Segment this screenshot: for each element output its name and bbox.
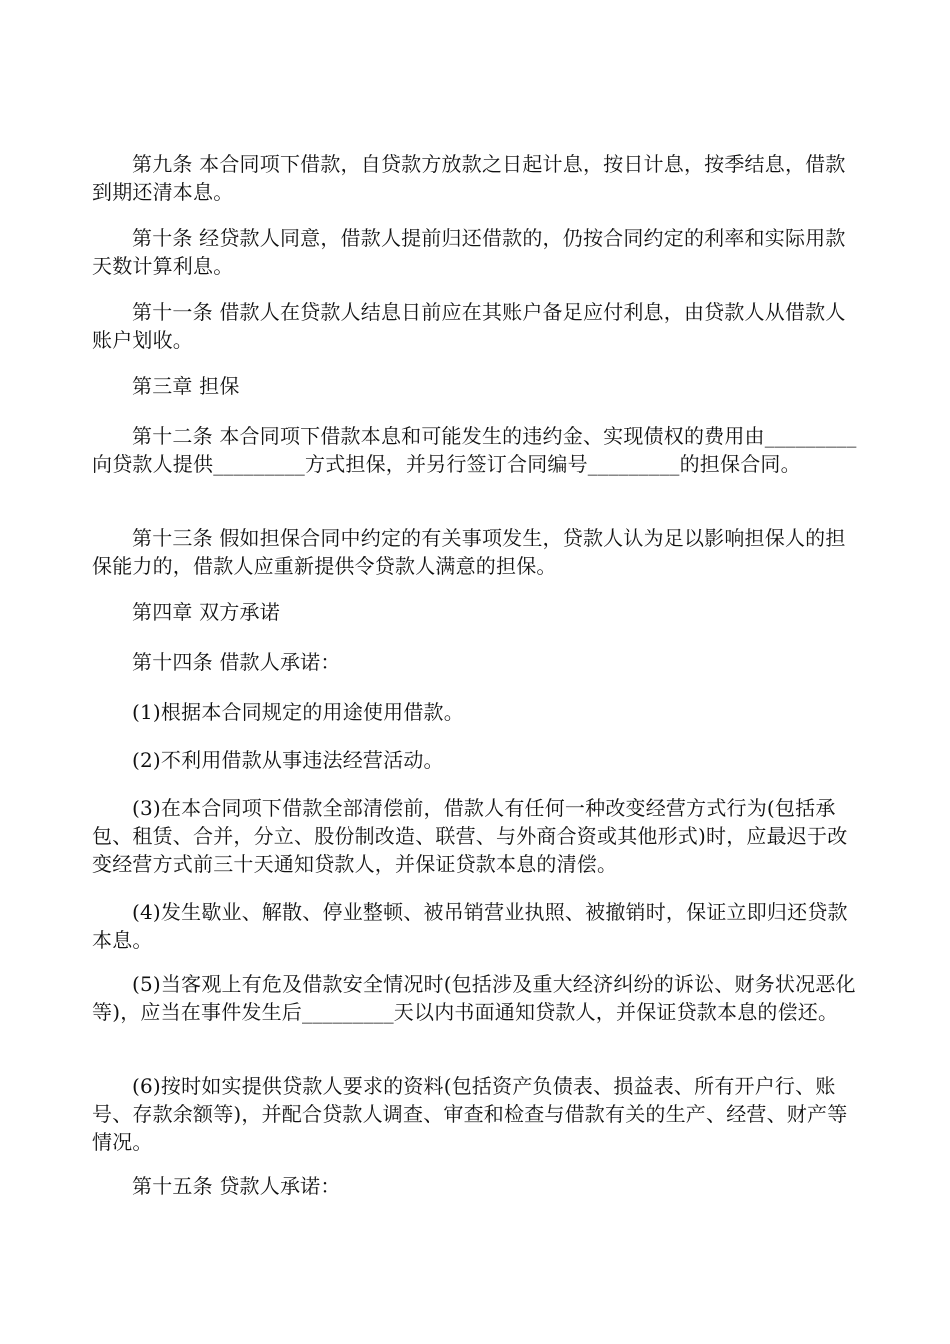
list-item-6: (6)按时如实提供贷款人要求的资料(包括资产负债表、损益表、所有开户行、账号、存款余额等)，并配合贷款人调查、审查和检查与借款有关的生产、经营、财产等情况。 (92, 1074, 848, 1154)
article-11-paragraph: 第十一条 借款人在贷款人结息日前应在其账户备足应付利息，由贷款人从借款人账户划收。 (92, 300, 846, 352)
list-item-5: (5)当客观上有危及借款安全情况时(包括涉及重大经济纠纷的诉讼、财务状况恶化等)，应当在事件发生后_________天以内书面通知贷款人，并保证贷款本息的偿还。 (92, 972, 856, 1024)
article-15-paragraph: 第十五条 贷款人承诺： (132, 1174, 341, 1198)
article-9-paragraph: 第九条 本合同项下借款，自贷款方放款之日起计息，按日计息，按季结息，借款到期还清本息。 (92, 152, 846, 204)
chapter-3-heading: 第三章 担保 (132, 374, 240, 398)
list-item-2: (2)不利用借款从事违法经营活动。 (132, 748, 444, 772)
list-item-3: (3)在本合同项下借款全部清偿前，借款人有任何一种改变经营方式行为(包括承包、租赁、合并，分立、股份制改造、联营、与外商合资或其他形式)时，应最迟于改变经营方式前三十天通知贷款人，并保证贷款本息的清偿。 (92, 796, 848, 876)
article-14-paragraph: 第十四条 借款人承诺： (132, 650, 341, 674)
article-13-paragraph: 第十三条 假如担保合同中约定的有关事项发生，贷款人认为足以影响担保人的担保能力的，借款人应重新提供令贷款人满意的担保。 (92, 526, 846, 578)
chapter-4-heading: 第四章 双方承诺 (132, 600, 280, 624)
list-item-1: (1)根据本合同规定的用途使用借款。 (132, 700, 464, 724)
article-10-paragraph: 第十条 经贷款人同意，借款人提前归还借款的，仍按合同约定的利率和实际用款天数计算利息。 (92, 226, 846, 278)
article-12-paragraph: 第十二条 本合同项下借款本息和可能发生的违约金、实现债权的费用由_________向贷款人提供_________方式担保，并另行签订合同编号_________的担保合同。 (92, 424, 857, 476)
list-item-4: (4)发生歇业、解散、停业整顿、被吊销营业执照、被撤销时，保证立即归还贷款本息。 (92, 900, 848, 952)
